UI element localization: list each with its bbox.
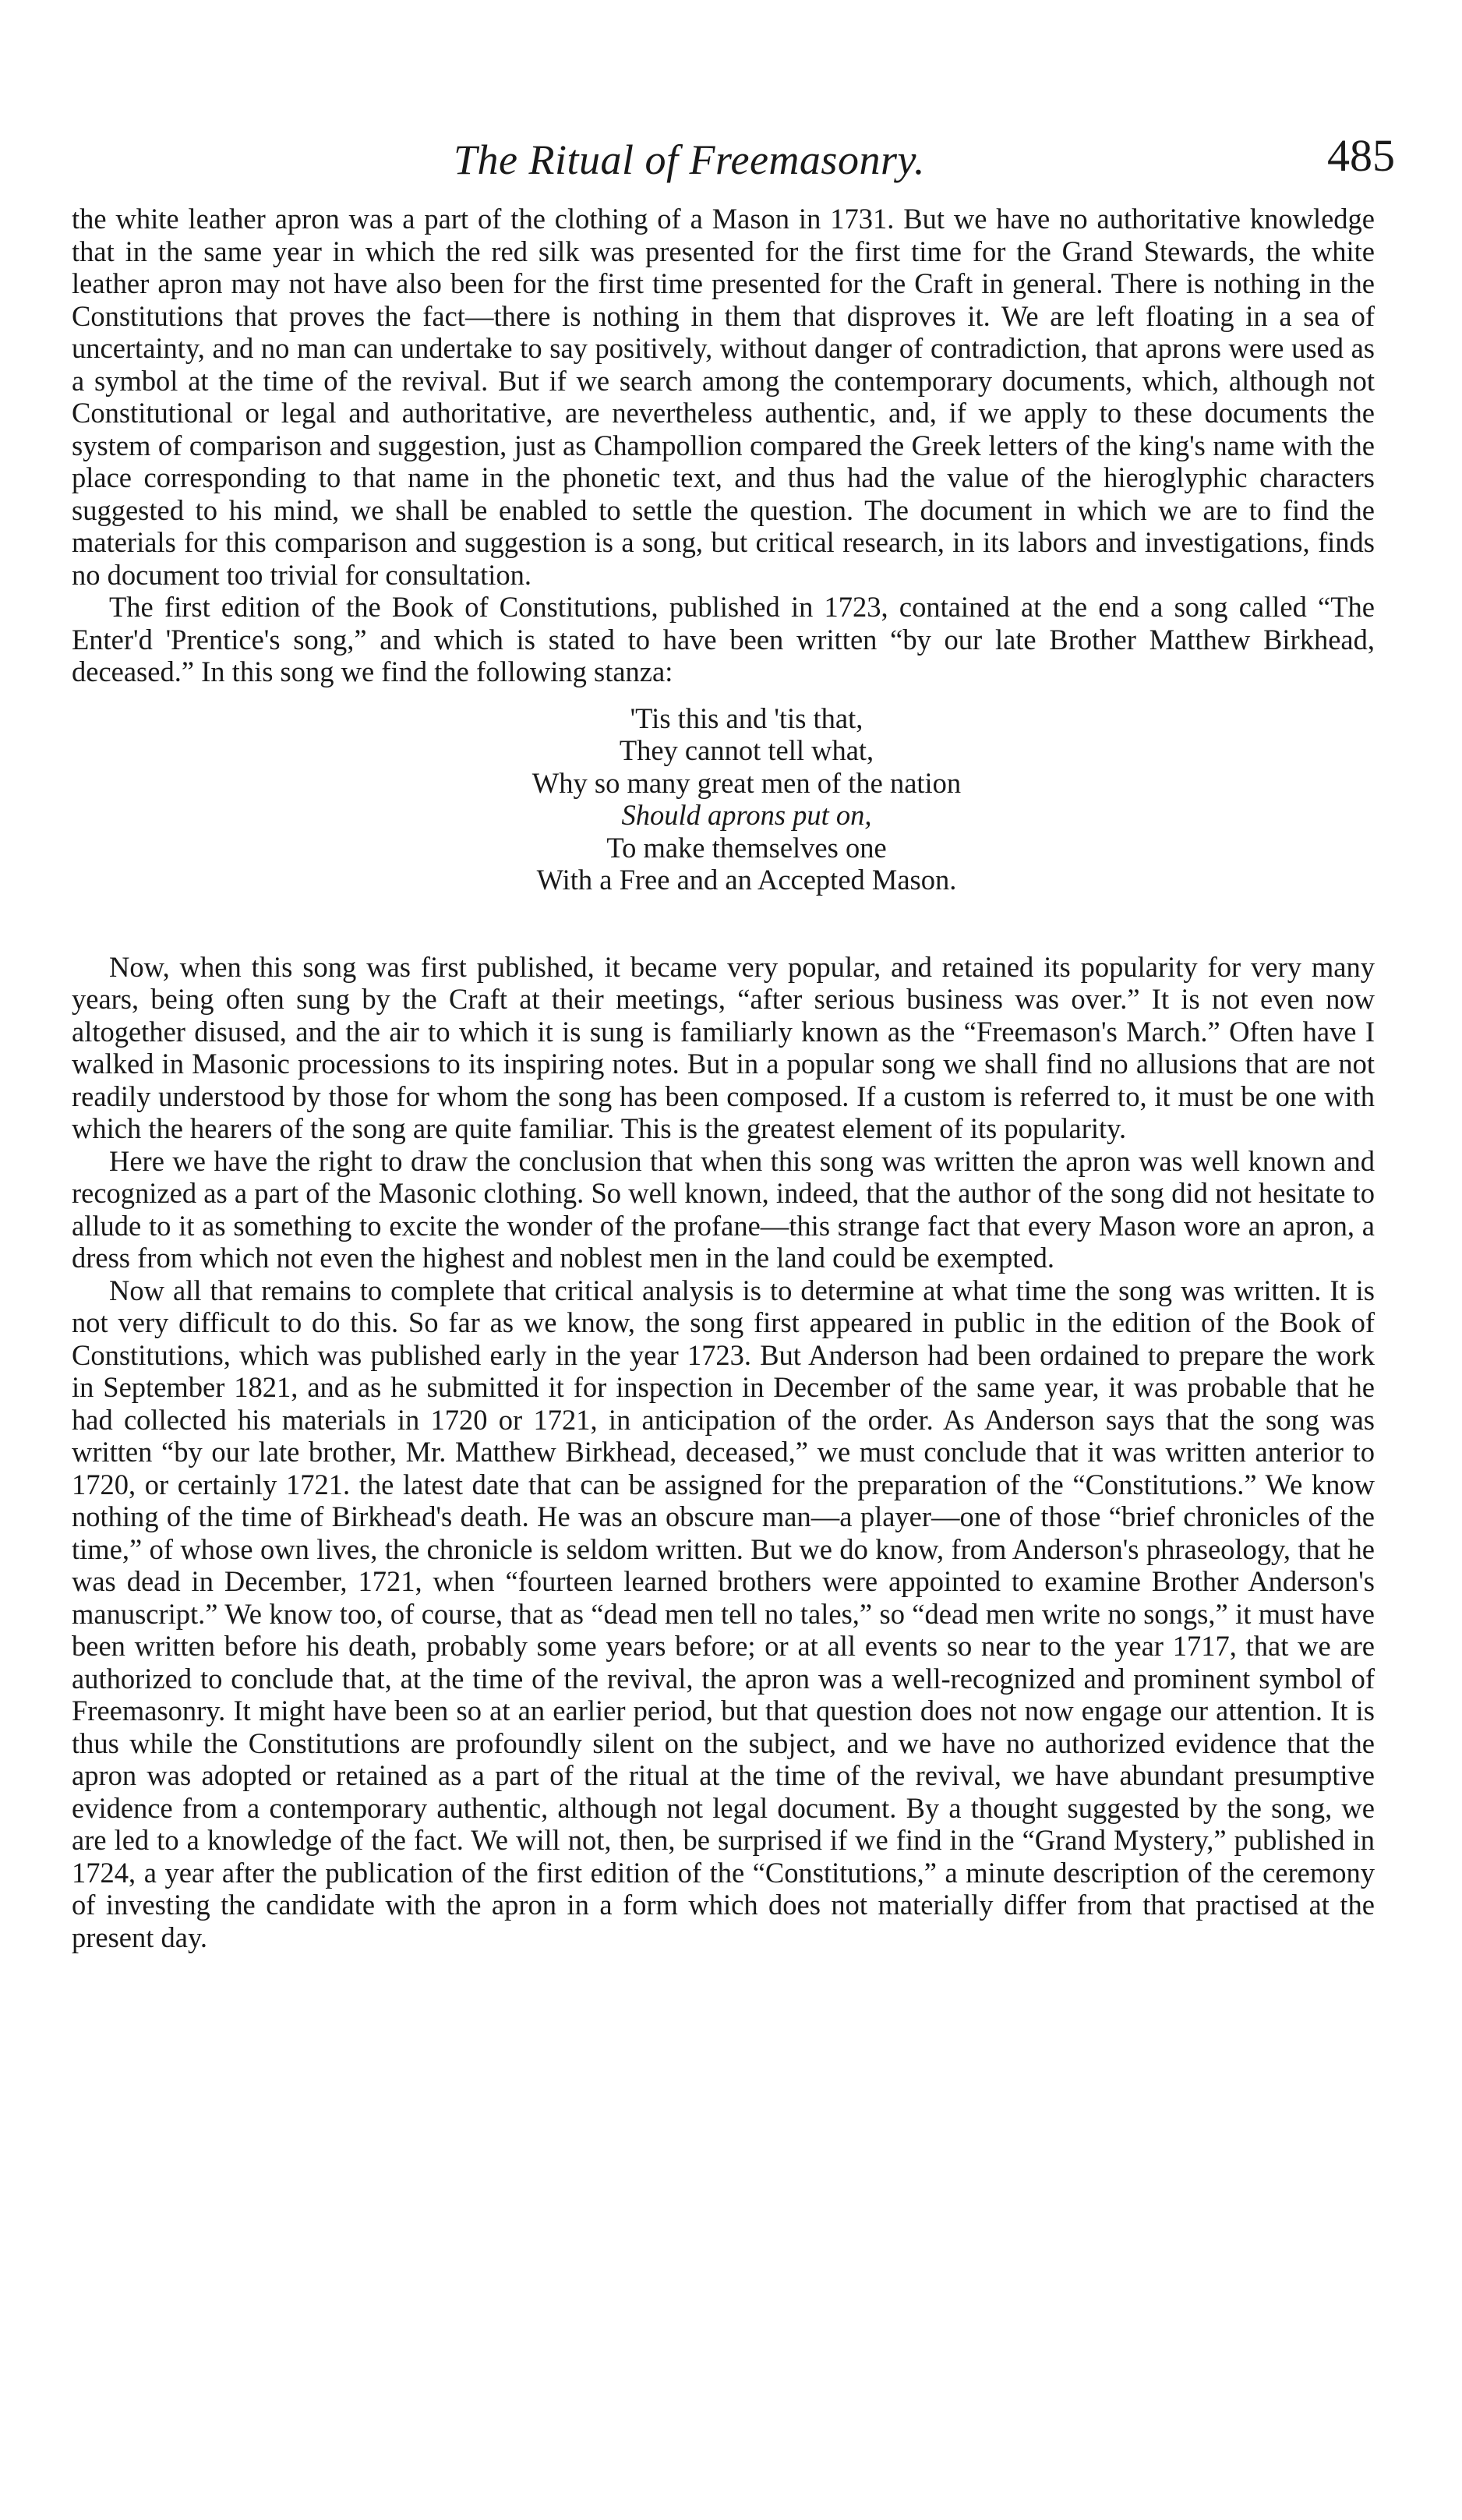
stanza-line: Should aprons put on, [621, 799, 872, 831]
page-header [72, 117, 1395, 203]
stanza-line: They cannot tell what, [619, 734, 874, 766]
paragraph: the white leather apron was a part of the clothing of a Mason in 1731. But we have no authoritative knowledge that in the same year in which the red silk was presented for the first time for the Grand Stewards, the white leather apron may not have also been for the first time presented for the Craft in general. There is nothing in the Constitutions that proves the fact—there is nothing in them that disproves it. We are left floating in a sea of uncertainty, and no man can undertake to say positively, without danger of contradiction, that aprons were used as a symbol at the time of the revival. But if we search among the contemporary documents, which, although not Constitutional or legal and authoritative, are nevertheless authentic, and, if we apply to these documents the system of comparison and suggestion, just as Champollion compared the Greek letters of the king's name with the place corresponding to that name in the phonetic text, and thus had the value of the hieroglyphic characters suggested to his mind, we shall be enabled to settle the question. The document in which we are to find the materials for this comparison and suggestion is a song, but critical research, in its labors and investigations, finds no document too trivial for consultation. [72, 203, 1375, 591]
stanza-line: To make themselves one [606, 831, 887, 864]
paragraph: Here we have the right to draw the conclusion that when this song was written the apron was well known and recognized as a part of the Masonic clothing. So well known, indeed, that the author of the song did not hesitate to allude to it as something to excite the wonder of the profane—this strange fact that every Mason wore an apron, a dress from which not even the highest and noblest men in the land could be exempted. [72, 1144, 1375, 1274]
stanza-line: Why so many great men of the nation [531, 766, 962, 799]
paragraph: Now, when this song was first published, it became very popular, and retained its popularity for very many years, being often sung by the Craft at their meetings, “after serious business was over.” It is not even now altogether disused, and the air to which it is sung is familiarly known as the “Freemason's March.” Often have I walked in Masonic processions to its inspiring notes. But in a popular song we shall find no allusions that are not readily understood by those for whom the song has been composed. If a custom is referred to, it must be one with which the hearers of the song are quite familiar. This is the greatest element of its popularity. [72, 950, 1375, 1144]
page-number: 485 [1327, 130, 1395, 181]
running-title: The Ritual of Freemasonry. [454, 136, 925, 183]
body-text [72, 203, 1375, 1953]
song-stanza [72, 702, 1375, 896]
stanza-line: 'Tis this and 'tis that, [630, 702, 863, 734]
stanza-line: With a Free and an Accepted Mason. [536, 864, 957, 896]
book-page [72, 117, 1395, 1953]
paragraph: Now all that remains to complete that critical analysis is to determine at what time the song was written. It is not very difficult to do this. So far as we know, the song first appeared in public in the edition of the Book of Constitutions, which was published early in the year 1723. But Anderson had been ordained to prepare the work in September 1821, and as he submitted it for inspection in December of the same year, it was probable that he had collected his materials in 1720 or 1721, in anticipation of the order. As Anderson says that the song was written “by our late brother, Mr. Matthew Birkhead, deceased,” we must conclude that it was written anterior to 1720, or certainly 1721. the latest date that can be assigned for the preparation of the “Constitutions.” We know nothing of the time of Birkhead's death. He was an obscure man—a player—one of those “brief chronicles of the time,” of whose own lives, the chronicle is seldom written. But we do know, from Anderson's phraseology, that he was dead in December, 1721, when “fourteen learned brothers were appointed to examine Brother Anderson's manuscript.” We know too, of course, that as “dead men tell no tales,” so “dead men write no songs,” it must have been written before his death, probably some years before; or at all events so near to the year 1717, that we are authorized to conclude that, at the time of the revival, the apron was a well-recognized and prominent symbol of Freemasonry. It might have been so at an earlier period, but that question does not now engage our attention. It is thus while the Constitutions are profoundly silent on the subject, and we have no authorized evidence that the apron was adopted or retained as a part of the ritual at the time of the revival, we have abundant presumptive evidence from a contemporary authentic, although not legal document. By a thought suggested by the song, we are led to a knowledge of the fact. We will not, then, be surprised if we find in the “Grand Mystery,” published in 1724, a year after the publication of the first edition of the “Constitutions,” a minute description of the ceremony of investing the candidate with the apron in a form which does not materially differ from that practised at the present day. [72, 1274, 1375, 1953]
paragraph: The first edition of the Book of Constitutions, published in 1723, contained at the end a song called “The Enter'd 'Prentice's song,” and which is stated to have been written “by our late Brother Matthew Birkhead, deceased.” In this song we find the following stanza: [72, 591, 1375, 687]
